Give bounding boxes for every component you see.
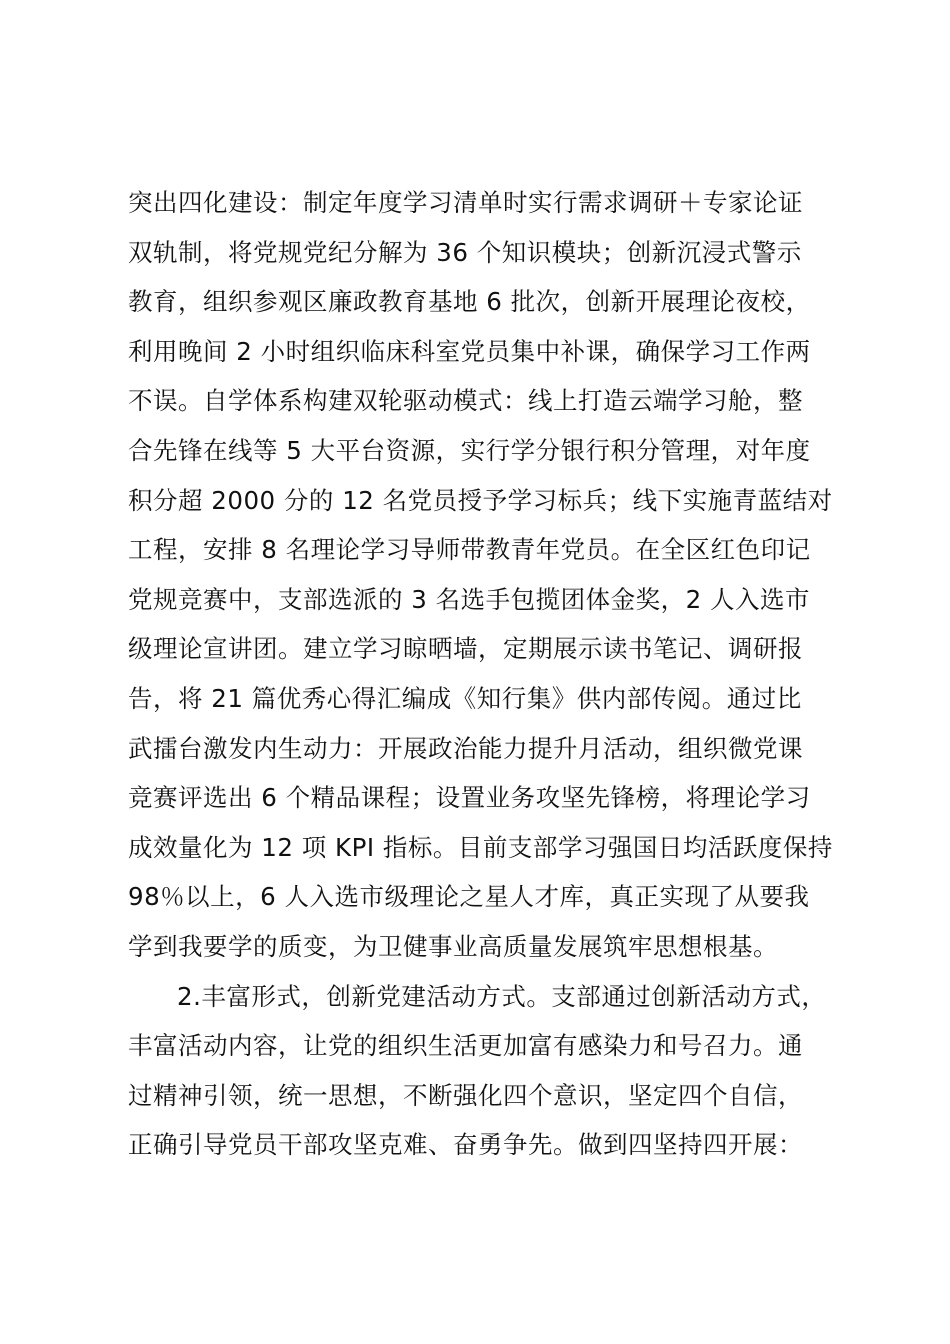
text-line: 级理论宣讲团。建立学习晾晒墙，定期展示读书笔记、调研报 [128,634,803,664]
text-line: 98％以上，6 人入选市级理论之星人才库，真正实现了从要我 [128,882,810,912]
text-line: 2.丰富形式，创新党建活动方式。支部通过创新活动方式， [177,981,827,1011]
text-line: 学到我要学的质变，为卫健事业高质量发展筑牢思想根基。 [128,931,778,961]
text-line: 告，将 21 篇优秀心得汇编成《知行集》供内部传阅。通过比 [128,683,802,713]
text-line: 党规竞赛中，支部选派的 3 名选手包揽团体金奖，2 人入选市 [128,584,811,614]
text-line: 不误。自学体系构建双轮驱动模式：线上打造云端学习舱，整 [128,386,803,416]
text-line: 武擂台激发内生动力：开展政治能力提升月活动，组织微党课 [128,733,803,763]
text-line: 丰富活动内容，让党的组织生活更加富有感染力和号召力。通 [128,1031,803,1061]
text-line: 过精神引领，统一思想，不断强化四个意识，坚定四个自信， [128,1080,803,1110]
text-line: 积分超 2000 分的 12 名党员授予学习标兵；线下实施青蓝结对 [128,485,833,515]
text-line: 合先锋在线等 5 大平台资源，实行学分银行积分管理，对年度 [128,435,811,465]
text-line: 工程，安排 8 名理论学习导师带教青年党员。在全区红色印记 [128,535,811,565]
paragraph-1 [128,178,858,972]
document-body [128,178,858,1170]
text-line: 教育，组织参观区廉政教育基地 6 批次，创新开展理论夜校， [128,287,811,317]
text-line: 成效量化为 12 项 KPI 指标。目前支部学习强国日均活跃度保持 [128,832,833,862]
text-line: 突出四化建设：制定年度学习清单时实行需求调研＋专家论证 [128,188,803,217]
text-line: 双轨制，将党规党纪分解为 36 个知识模块；创新沉浸式警示 [128,237,802,267]
paragraph-2 [128,972,858,1170]
text-line: 竞赛评选出 6 个精品课程；设置业务攻坚先锋榜，将理论学习 [128,783,811,813]
text-line: 正确引导党员干部攻坚克难、奋勇争先。做到四坚持四开展： [128,1130,803,1160]
text-line: 利用晚间 2 小时组织临床科室党员集中补课，确保学习工作两 [128,336,811,366]
